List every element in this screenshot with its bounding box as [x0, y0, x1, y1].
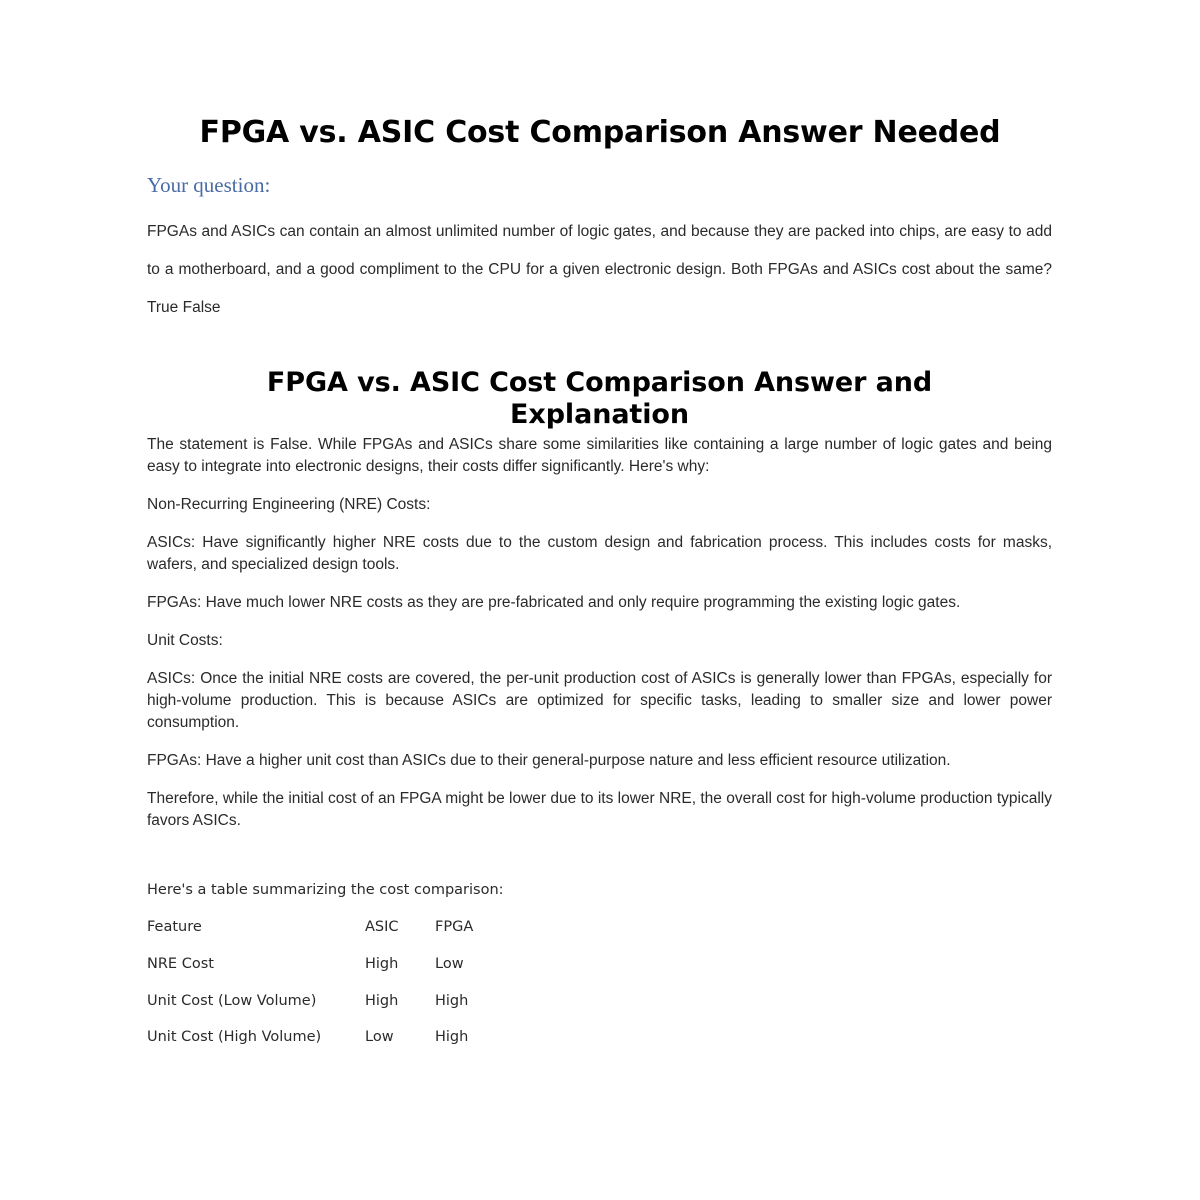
section-title	[147, 367, 1052, 431]
answer-paragraph-fpga-nre: FPGAs: Have much lower NRE costs as they are pre-fabricated and only require programming the existing logic gates.	[147, 594, 961, 611]
table-row	[147, 992, 567, 1029]
table-header-feature: Feature	[147, 918, 202, 935]
table-cell-fpga: Low	[435, 955, 464, 972]
answer-paragraph-statement: The statement is False. While FPGAs and ASICs share some similarities like containing a large number of logic gates and being easy to integrate into electronic designs, their costs differ significantly. Here's why:	[147, 436, 1052, 475]
table-cell-feature: Unit Cost (Low Volume)	[147, 992, 317, 1009]
question-text: FPGAs and ASICs can contain an almost unlimited number of logic gates, and because they are packed into chips, are easy to add to a motherboard, and a good compliment to the CPU for a given electronic design. Both FPGAs and ASICs cost about the same? True False	[147, 223, 1052, 316]
table-cell-asic: High	[365, 992, 399, 1009]
answer-paragraph-conclusion: Therefore, while the initial cost of an FPGA might be lower due to its lower NRE, the overall cost for high-volume production typically favors ASICs.	[147, 790, 1052, 829]
question-label: Your question:	[147, 173, 271, 197]
table-cell-feature: Unit Cost (High Volume)	[147, 1029, 322, 1046]
section-title-line-1: FPGA vs. ASIC Cost Comparison Answer and	[266, 367, 933, 399]
answer-heading-unit-costs: Unit Costs:	[147, 632, 223, 649]
answer-paragraph-fpga-unit: FPGAs: Have a higher unit cost than ASICs due to their general-purpose nature and less efficient resource utilization.	[147, 752, 951, 769]
table-cell-feature: NRE Cost	[147, 955, 214, 972]
section-title-line-2: Explanation	[510, 399, 689, 431]
answer-heading-nre-costs: Non-Recurring Engineering (NRE) Costs:	[147, 496, 431, 513]
table-row	[147, 1028, 567, 1047]
answer-paragraph-asic-nre: ASICs: Have significantly higher NRE costs due to the custom design and fabrication process. This includes costs for masks, wafers, and specialized design tools.	[147, 534, 1052, 573]
table-cell-asic: Low	[365, 1029, 394, 1046]
answer-explanation	[147, 434, 1052, 832]
table-header-fpga: FPGA	[435, 918, 474, 935]
cost-comparison-table	[147, 918, 567, 1047]
page-title: FPGA vs. ASIC Cost Comparison Answer Needed	[199, 115, 1001, 151]
table-cell-asic: High	[365, 955, 399, 972]
table-row	[147, 955, 567, 992]
table-header-row	[147, 918, 567, 955]
table-cell-fpga: High	[435, 1029, 469, 1046]
table-cell-fpga: High	[435, 992, 469, 1009]
table-intro-text: Here's a table summarizing the cost comparison:	[147, 882, 504, 898]
cost-comparison-section	[147, 881, 1052, 1047]
table-header-asic: ASIC	[365, 918, 399, 935]
answer-paragraph-asic-unit: ASICs: Once the initial NRE costs are covered, the per-unit production cost of ASICs is generally lower than FPGAs, especially for high-volume production. This is because ASICs are optimized for specific tasks, leading to smaller size and lower power consumption.	[147, 670, 1052, 731]
